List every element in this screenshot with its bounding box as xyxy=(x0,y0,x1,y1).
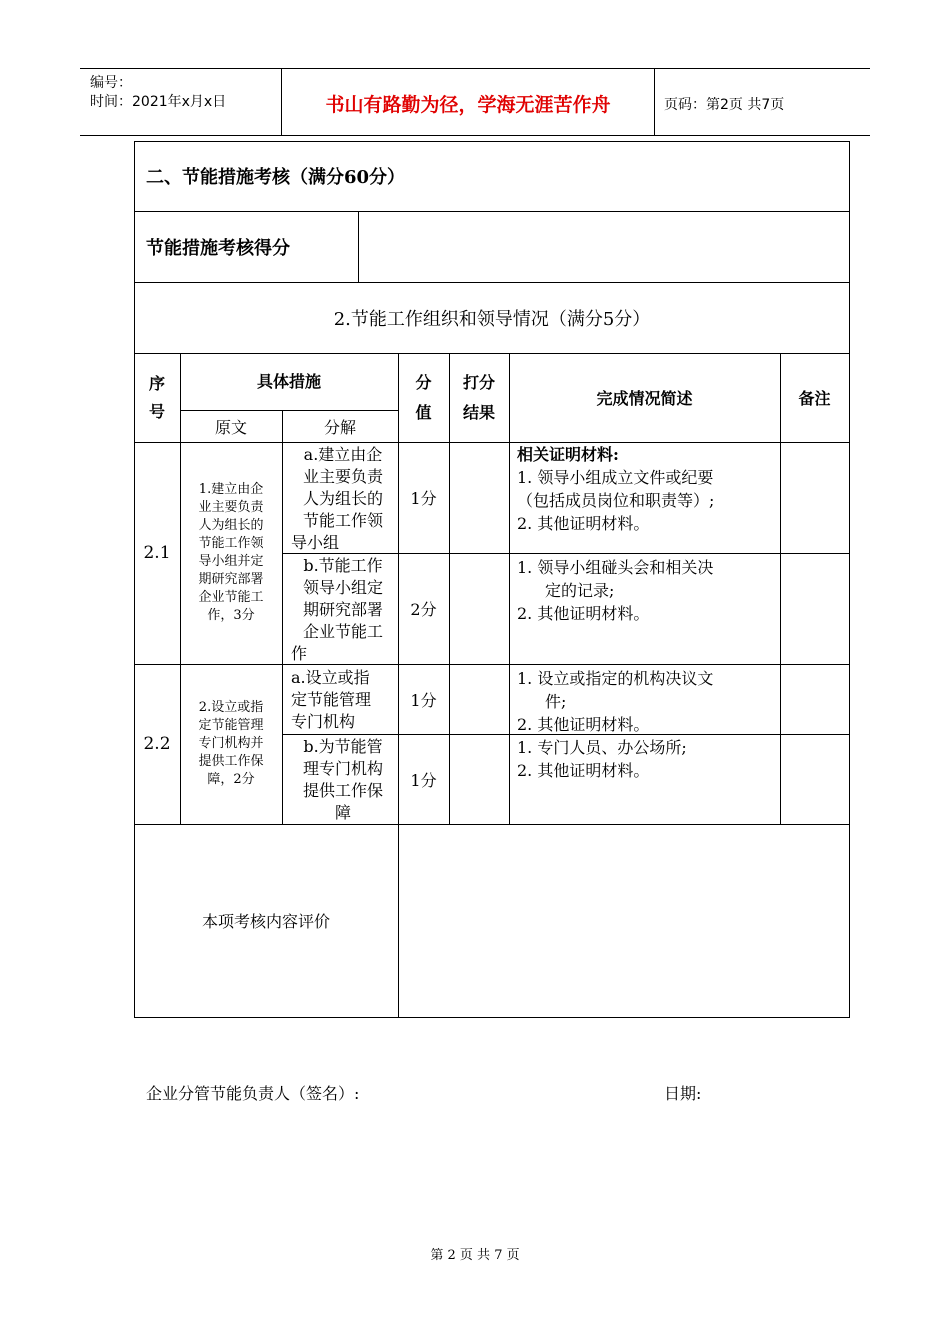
decompose-line: 导小组 xyxy=(291,533,340,552)
section-title xyxy=(146,141,836,211)
decompose-line: 节能工作领 xyxy=(302,511,383,530)
col-line-orig xyxy=(282,410,283,825)
head-original xyxy=(180,410,282,442)
row-2-1a-decompose xyxy=(291,444,395,554)
original-line: 人为组长的 xyxy=(198,518,264,533)
section-title-text: 二、节能措施考核（满分60分） xyxy=(146,167,406,188)
decompose-line: 人为组长的 xyxy=(302,489,383,508)
decompose-line: 定节能管理 xyxy=(291,690,372,709)
row-2-2-original xyxy=(180,664,282,824)
score-value-cell[interactable] xyxy=(359,211,849,282)
time-label: 时间：2021年x月x日 xyxy=(90,94,227,110)
decompose-line: a.建立由企 xyxy=(303,445,383,464)
row-2-1b-decompose xyxy=(291,555,395,665)
original-line: 定节能管理 xyxy=(198,718,264,733)
evaluation-label xyxy=(134,824,398,1017)
decompose-line: 企业节能工 xyxy=(302,622,383,641)
row-2-2b-decompose xyxy=(291,736,395,824)
table-border-right xyxy=(849,141,850,1018)
original-line: 作，3分 xyxy=(207,608,255,623)
completion-line: 1. 设立或指定的机构决议文 xyxy=(517,669,714,688)
completion-line: 2. 其他证明材料。 xyxy=(517,514,650,533)
completion-line: 1. 专门人员、办公场所; xyxy=(517,738,687,757)
head-decompose xyxy=(282,410,398,442)
original-line: 企业节能工 xyxy=(198,590,264,605)
head-remark-text: 备注 xyxy=(798,389,831,408)
serial-label: 编号： xyxy=(90,75,132,91)
decompose-line: b.为节能管 xyxy=(303,737,383,756)
head-measures xyxy=(180,353,398,408)
original-line: 期研究部署 xyxy=(198,572,264,587)
row-2-1-original xyxy=(180,442,282,664)
head-value xyxy=(398,353,449,442)
head-value-line: 分 xyxy=(415,372,432,392)
row-2-2a-value-text: 1分 xyxy=(410,690,437,710)
decompose-line: 理专门机构 xyxy=(302,759,383,778)
row-2-1-seq xyxy=(134,442,180,664)
completion-line: 1. 领导小组碰头会和相关决 xyxy=(517,558,714,577)
decompose-line: 期研究部署 xyxy=(302,600,383,619)
page-number: 第 2 页 共 7 页 xyxy=(430,1248,520,1263)
head-result xyxy=(449,353,509,442)
row-2-1a-completion xyxy=(517,443,779,535)
date-label: 日期: xyxy=(664,1084,702,1103)
completion-line: 2. 其他证明材料。 xyxy=(517,761,650,780)
score-label xyxy=(146,211,356,282)
row-2-1a-value xyxy=(398,442,449,553)
head-completion xyxy=(509,353,780,442)
head-result-line: 打分 xyxy=(462,372,495,392)
head-value-line: 值 xyxy=(415,402,432,422)
decompose-line: 专门机构 xyxy=(291,712,356,731)
row-2-2a-remark-cell[interactable] xyxy=(780,664,849,734)
row-2-2b-completion xyxy=(517,736,779,782)
completion-line: 2. 其他证明材料。 xyxy=(517,715,650,734)
original-line: 导小组并定 xyxy=(198,554,264,569)
decompose-line: a.设立或指 xyxy=(291,668,370,687)
subsection-title xyxy=(134,283,850,353)
signer-label: 企业分管节能负责人（签名）: xyxy=(146,1084,360,1103)
completion-line: 件; xyxy=(545,692,567,711)
original-line: 提供工作保 xyxy=(198,754,264,769)
row-2-1b-completion xyxy=(517,556,779,625)
row-2-2b-value-text: 1分 xyxy=(410,770,437,790)
row-2-1b-remark-cell[interactable] xyxy=(780,553,849,664)
row-2-1b-result-cell[interactable] xyxy=(449,553,509,664)
original-line: 业主要负责 xyxy=(198,500,264,515)
header-bottom-rule xyxy=(80,135,870,136)
head-result-line: 结果 xyxy=(462,402,495,422)
row-2-1-seq-text: 2.1 xyxy=(143,543,171,563)
row-2-2b-result-cell[interactable] xyxy=(449,734,509,824)
completion-title: 相关证明材料: xyxy=(517,445,619,464)
score-label-text: 节能措施考核得分 xyxy=(146,237,290,259)
original-line: 障，2分 xyxy=(207,772,255,787)
decompose-line: 领导小组定 xyxy=(302,578,383,597)
row-2-2b-remark-cell[interactable] xyxy=(780,734,849,824)
original-line: 专门机构并 xyxy=(198,736,264,751)
original-line: 2.设立或指 xyxy=(198,700,264,715)
row-2-1b-value xyxy=(398,553,449,664)
completion-line: 1. 领导小组成立文件或纪要 xyxy=(517,468,714,487)
decompose-line: 作 xyxy=(291,644,308,663)
head-seq-line: 序 xyxy=(148,373,165,393)
completion-line: 定的记录; xyxy=(545,581,615,600)
evaluation-label-text: 本项考核内容评价 xyxy=(201,912,330,931)
evaluation-value-cell[interactable] xyxy=(399,825,849,1017)
page-label: 页码：第2页 共7页 xyxy=(664,97,785,113)
row-2-2-seq-text: 2.2 xyxy=(143,734,171,754)
completion-line: （包括成员岗位和职责等）; xyxy=(517,491,715,510)
header-top-rule xyxy=(80,68,870,69)
original-line: 1.建立由企 xyxy=(198,482,264,497)
header-divider-right xyxy=(654,68,655,136)
head-decompose-text: 分解 xyxy=(323,417,356,437)
head-seq xyxy=(134,353,180,442)
completion-line: 2. 其他证明材料。 xyxy=(517,604,650,623)
row-2-2a-value xyxy=(398,664,449,734)
head-completion-text: 完成情况简述 xyxy=(596,389,693,408)
decompose-line: b.节能工作 xyxy=(303,556,383,575)
head-remark xyxy=(780,353,849,442)
row-2-2a-result-cell[interactable] xyxy=(449,664,509,734)
head-original-text: 原文 xyxy=(214,417,247,437)
row-2-2a-completion xyxy=(517,667,779,736)
table-border-bottom xyxy=(134,1017,850,1018)
row-2-2-seq xyxy=(134,664,180,824)
decompose-line: 提供工作保 xyxy=(302,781,383,800)
decompose-line: 业主要负责 xyxy=(302,467,383,486)
head-seq-line: 号 xyxy=(148,401,165,421)
row-2-1a-result-cell[interactable] xyxy=(449,442,509,553)
row-2-2b-value xyxy=(398,734,449,824)
row-2-1b-value-text: 2分 xyxy=(410,600,437,619)
subsection-title-text: 2.节能工作组织和领导情况（满分5分） xyxy=(333,309,651,330)
row-2-1a-value-text: 1分 xyxy=(410,489,437,508)
row-2-1a-remark-cell[interactable] xyxy=(780,442,849,553)
decompose-line: 障 xyxy=(334,803,351,822)
original-line: 节能工作领 xyxy=(198,536,264,551)
head-measures-text: 具体措施 xyxy=(256,372,321,391)
motto-text: 书山有路勤为径，学海无涯苦作舟 xyxy=(325,94,611,116)
row-2-2a-decompose xyxy=(291,667,395,733)
